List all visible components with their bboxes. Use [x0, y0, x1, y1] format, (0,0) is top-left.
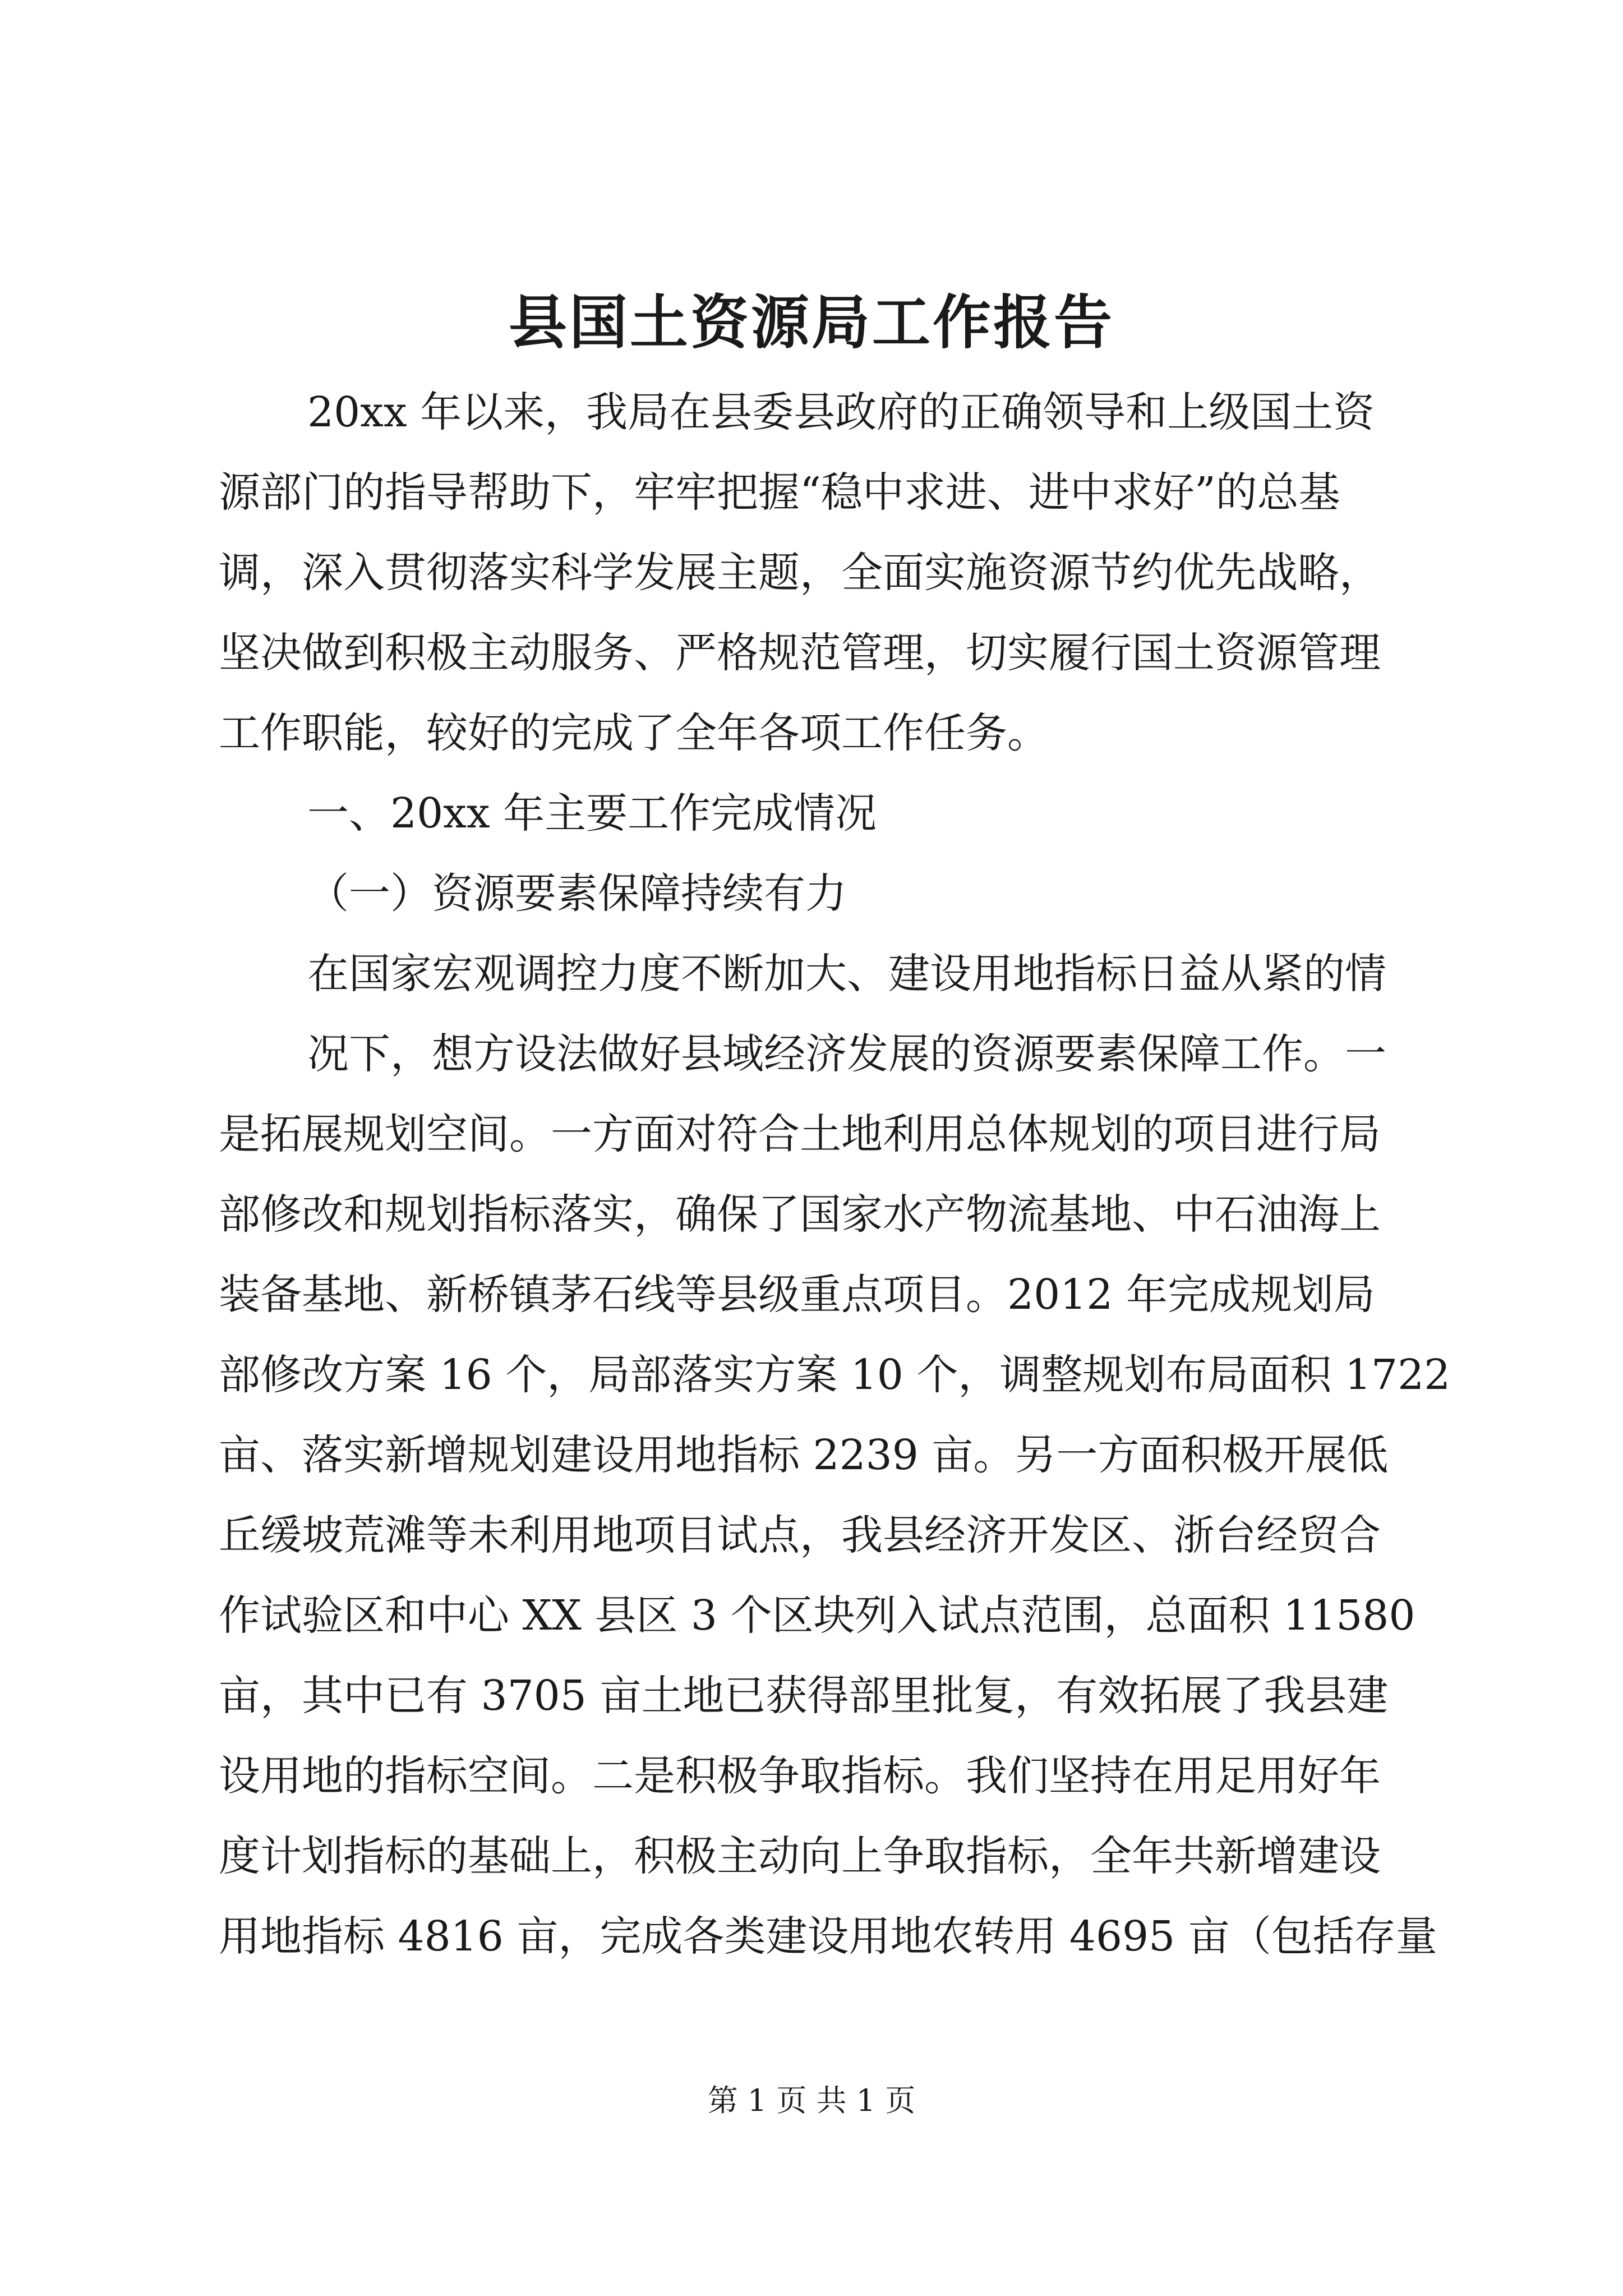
- paragraph-line: 调，深入贯彻落实科学发展主题，全面实施资源节约优先战略，: [219, 549, 1381, 597]
- subsection-heading: （一）资源要素保障持续有力: [307, 869, 847, 918]
- section-heading: 一、20xx 年主要工作完成情况: [307, 789, 877, 838]
- paragraph-line: 亩，其中已有 3705 亩土地已获得部里批复，有效拓展了我县建: [219, 1672, 1389, 1720]
- paragraph-line: 是拓展规划空间。一方面对符合土地利用总体规划的项目进行局: [219, 1110, 1381, 1158]
- document-title: 县国土资源局工作报告: [508, 288, 1114, 357]
- paragraph-line: 作试验区和中心 XX 县区 3 个区块列入试点范围，总面积 11580: [219, 1591, 1415, 1640]
- paragraph-line: 部修改方案 16 个，局部落实方案 10 个，调整规划布局面积 1722: [219, 1351, 1451, 1399]
- paragraph-line: 度计划指标的基础上，积极主动向上争取指标，全年共新增建设: [219, 1832, 1381, 1880]
- page-footer: 第 1 页 共 1 页: [707, 2083, 916, 2118]
- paragraph-line: 况下，想方设法做好县域经济发展的资源要素保障工作。一: [307, 1030, 1386, 1078]
- paragraph-line: 在国家宏观调控力度不断加大、建设用地指标日益从紧的情: [307, 950, 1386, 998]
- paragraph-line: 源部门的指导帮助下，牢牢把握“稳中求进、进中求好”的总基: [219, 468, 1340, 517]
- paragraph-line: 亩、落实新增规划建设用地指标 2239 亩。另一方面积极开展低: [219, 1431, 1389, 1479]
- paragraph-line: 坚决做到积极主动服务、严格规范管理，切实履行国土资源管理: [219, 629, 1381, 677]
- paragraph-line: 装备基地、新桥镇茅石线等县级重点项目。2012 年完成规划局: [219, 1271, 1375, 1319]
- paragraph-line: 丘缓坡荒滩等未利用地项目试点，我县经济开发区、浙台经贸合: [219, 1511, 1381, 1559]
- paragraph-line: 设用地的指标空间。二是积极争取指标。我们坚持在用足用好年: [219, 1752, 1381, 1800]
- paragraph-line: 工作职能，较好的完成了全年各项工作任务。: [219, 709, 1049, 757]
- paragraph-line: 用地指标 4816 亩，完成各类建设用地农转用 4695 亩（包括存量: [219, 1912, 1437, 1961]
- paragraph-line: 20xx 年以来，我局在县委县政府的正确领导和上级国土资: [307, 388, 1375, 436]
- paragraph-line: 部修改和规划指标落实，确保了国家水产物流基地、中石油海上: [219, 1190, 1381, 1239]
